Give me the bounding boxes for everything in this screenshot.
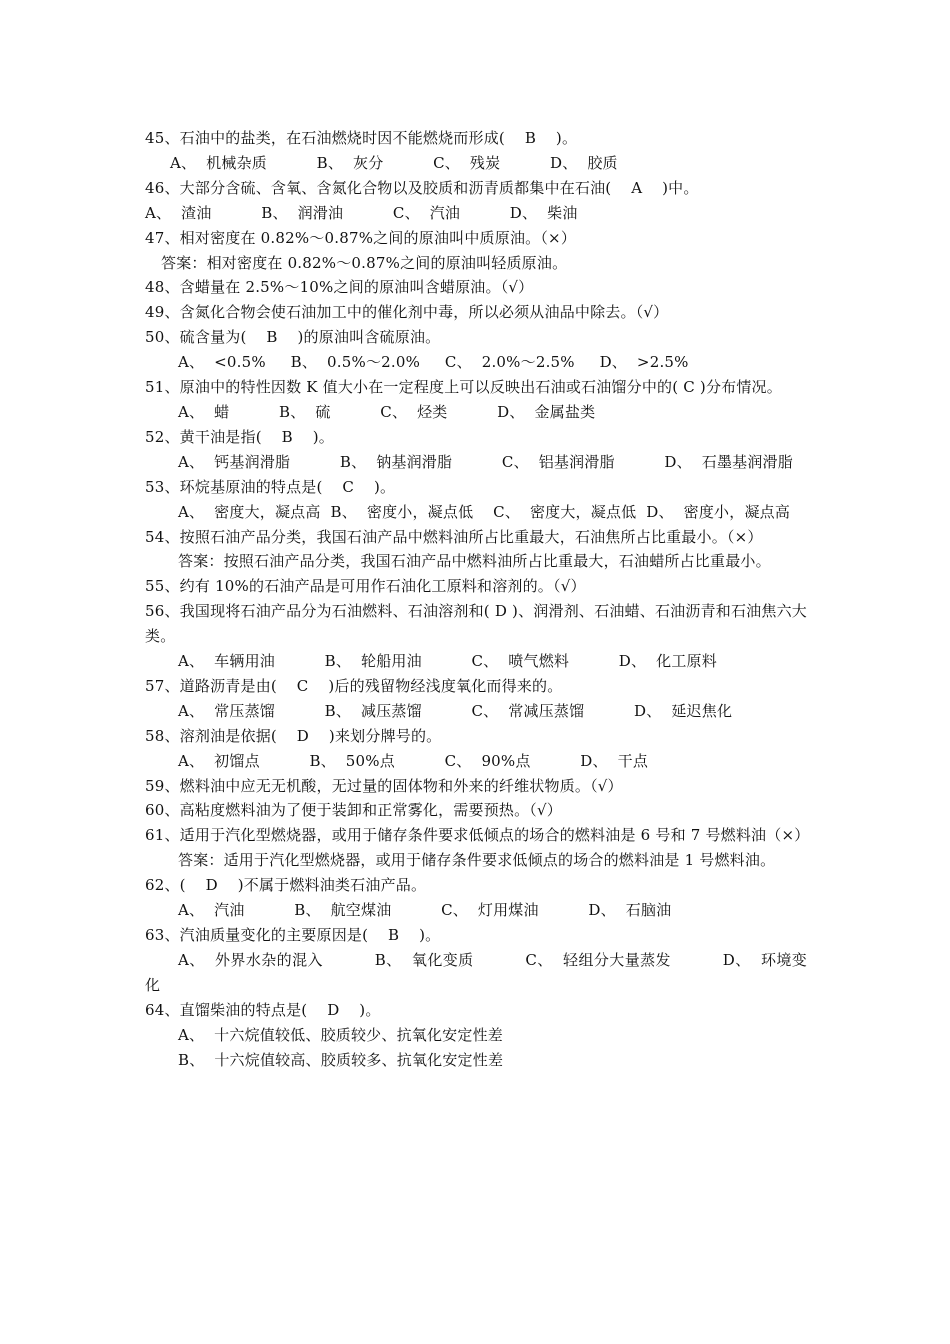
answer-61: 答案：适用于汽化型燃烧器，或用于储存条件要求低倾点的场合的燃料油是 1 号燃料油。 [178, 851, 776, 870]
options-58: A、 初馏点 B、 50%点 C、 90%点 D、 干点 [178, 751, 649, 770]
question-54: 54、按照石油产品分类，我国石油产品中燃料油所占比重最大，石油焦所占比重最小。（×） [145, 527, 763, 546]
options-57: A、 常压蒸馏 B、 减压蒸馏 C、 常减压蒸馏 D、 延迟焦化 [178, 701, 733, 720]
question-49: 49、含氮化合物会使石油加工中的催化剂中毒，所以必须从油品中除去。（√） [145, 303, 669, 322]
question-50: 50、硫含量为( B )的原油叫含硫原油。 [145, 328, 441, 347]
options-53: A、 密度大，凝点高 B、 密度小，凝点低 C、 密度大，凝点低 D、 密度小，凝点高 [178, 502, 791, 521]
question-47: 47、相对密度在 0.82%～0.87%之间的原油叫中质原油。（×） [145, 228, 577, 247]
question-55: 55、约有 10%的石油产品是可用作石油化工原料和溶剂的。（√） [145, 577, 586, 596]
question-62: 62、( D )不属于燃料油类石油产品。 [145, 876, 427, 895]
question-57: 57、道路沥青是由( C )后的残留物经浅度氧化而得来的。 [145, 676, 563, 695]
options-56: A、 车辆用油 B、 轮船用油 C、 喷气燃料 D、 化工原料 [178, 652, 717, 671]
question-52: 52、黄干油是指( B )。 [145, 427, 334, 446]
question-51: 51、原油中的特性因数 K 值大小在一定程度上可以反映出石油或石油馏分中的( C )分布情况。 [145, 378, 782, 397]
document-body [145, 126, 810, 1072]
options-64-b: B、 十六烷值较高、胶质较多、抗氧化安定性差 [178, 1050, 504, 1069]
question-53: 53、环烷基原油的特点是( C )。 [145, 477, 396, 496]
question-63: 63、汽油质量变化的主要原因是( B )。 [145, 926, 441, 944]
question-60: 60、高粘度燃料油为了便于装卸和正常雾化，需要预热。（√） [145, 801, 562, 820]
options-64-a: A、 十六烷值较低、胶质较少、抗氧化安定性差 [178, 1025, 503, 1044]
question-56: 56、我国现将石油产品分为石油燃料、石油溶剂和( D )、润滑剂、石油蜡、石油沥青和石油焦六大类。 [145, 602, 807, 646]
options-62: A、 汽油 B、 航空煤油 C、 灯用煤油 D、 石脑油 [178, 901, 672, 920]
options-52: A、 钙基润滑脂 B、 钠基润滑脂 C、 铝基润滑脂 D、 石墨基润滑脂 [178, 452, 793, 471]
options-51: A、 蜡 B、 硫 C、 烃类 D、 金属盐类 [178, 402, 596, 421]
question-59: 59、燃料油中应无无机酸，无过量的固体物和外来的纤维状物质。（√） [145, 776, 623, 795]
question-48: 48、含蜡量在 2.5%～10%之间的原油叫含蜡原油。（√） [145, 278, 534, 297]
question-58: 58、溶剂油是依据( D )来划分牌号的。 [145, 726, 442, 745]
options-45: A、 机械杂质 B、 灰分 C、 残炭 D、 胶质 [170, 153, 618, 172]
question-45: 45、石油中的盐类，在石油燃烧时因不能燃烧而形成( B )。 [145, 129, 578, 147]
options-63: A、 外界水杂的混入 B、 氧化变质 C、 轻组分大量蒸发 D、 环境变化 [145, 950, 807, 994]
question-61: 61、适用于汽化型燃烧器，或用于储存条件要求低倾点的场合的燃料油是 6 号和 7 号燃料油（×） [145, 826, 810, 845]
options-46: A、 渣油 B、 润滑油 C、 汽油 D、 柴油 [145, 203, 578, 222]
options-50: A、 <0.5% B、 0.5%～2.0% C、 2.0%～2.5% D、 >2.5% [178, 353, 689, 372]
question-64: 64、直馏柴油的特点是( D )。 [145, 1000, 381, 1019]
question-46: 46、大部分含硫、含氧、含氮化合物以及胶质和沥青质都集中在石油( A )中。 [145, 178, 699, 197]
answer-47: 答案：相对密度在 0.82%～0.87%之间的原油叫轻质原油。 [161, 253, 568, 272]
answer-54: 答案：按照石油产品分类，我国石油产品中燃料油所占比重最大，石油蜡所占比重最小。 [178, 552, 771, 571]
